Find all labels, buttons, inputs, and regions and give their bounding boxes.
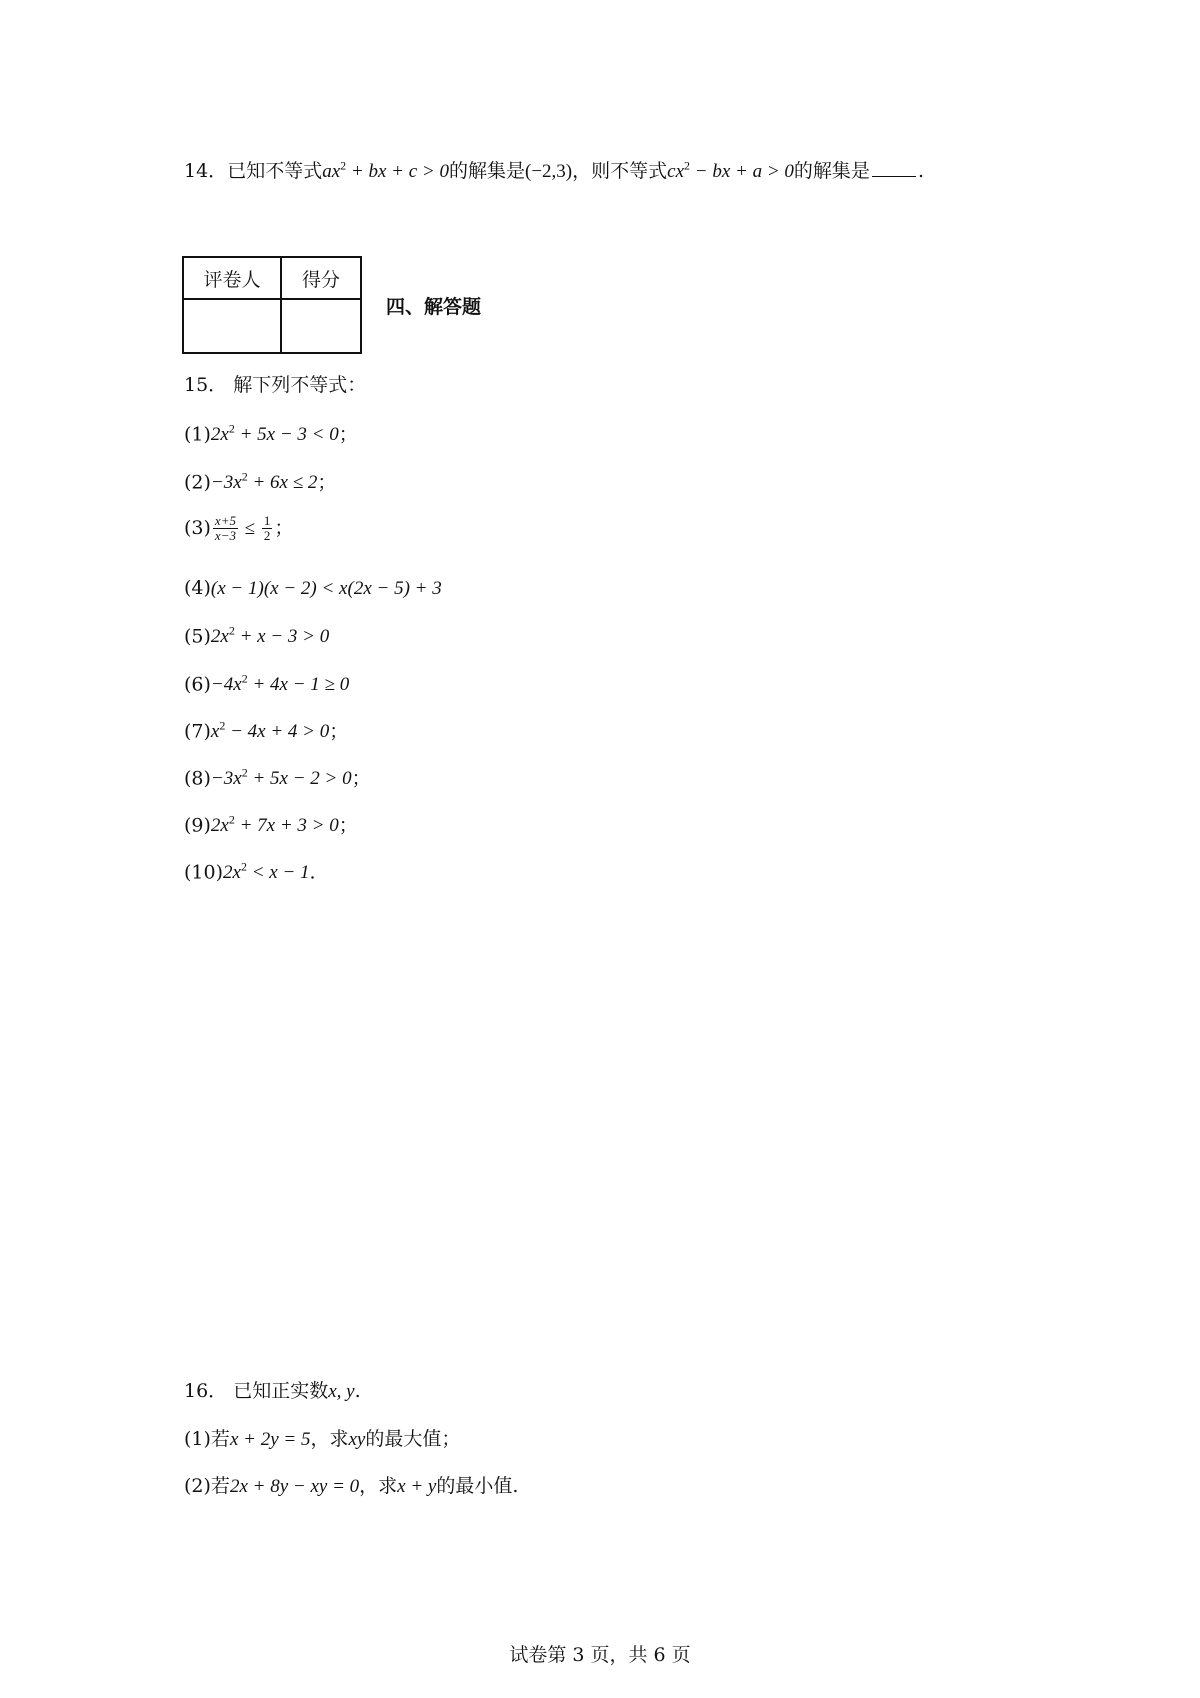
solution-interval: (−2,3): [525, 161, 573, 182]
expression: x + y: [397, 1476, 437, 1497]
item-tail: ；: [351, 767, 371, 790]
inequality-sign: ≤: [239, 517, 260, 539]
q15-item-7: [184, 719, 348, 744]
item-tail: ；: [329, 720, 349, 743]
item-label: (4): [184, 577, 211, 599]
inequality-expression: $-3x^2 + 5x - 2 > 0$: [210, 766, 352, 790]
question-text: ，求: [310, 1428, 349, 1450]
inequality-expression: $ax^2$ + bx + c > 0: [322, 158, 449, 182]
q15-item-5: [184, 624, 329, 649]
q15-item-4: [184, 577, 442, 601]
item-tail: ；: [317, 471, 337, 494]
q15-item-2: [184, 470, 336, 495]
inequality-expression: $-3x^2 + 6x \le 2$: [210, 470, 318, 494]
question-text: 已知不等式: [227, 160, 323, 182]
variables: x, y: [328, 1381, 355, 1402]
question-text: 16． 已知正实数: [184, 1380, 329, 1402]
question-text: 若: [210, 1475, 230, 1497]
question-text: ，则不等式: [572, 160, 668, 182]
question-text: 若: [210, 1428, 230, 1450]
q16-part-2: [184, 1475, 518, 1499]
expression: xy: [348, 1429, 366, 1450]
item-tail: ；: [274, 516, 294, 539]
q15-item-1: [184, 422, 358, 447]
equation: x + 2y = 5: [229, 1429, 311, 1450]
question-text: 的解集是: [793, 160, 870, 182]
fraction: $\frac{1}{2}$: [263, 513, 271, 544]
question-16-stem: [184, 1380, 361, 1404]
inequality-expression: $cx^2$ − bx + a > 0: [667, 158, 794, 182]
item-tail: ；: [338, 814, 358, 837]
question-end: .: [354, 1380, 361, 1402]
question-text: 的解集是: [448, 160, 525, 182]
q15-item-9: [184, 813, 358, 838]
grader-cell[interactable]: [183, 299, 281, 353]
question-text: ，求: [359, 1475, 398, 1497]
item-label: (6): [184, 673, 211, 696]
grading-table: [182, 256, 362, 354]
page-footer: 试卷第 3 页，共 6 页: [509, 1644, 691, 1666]
question-text: 的最小值.: [436, 1475, 519, 1497]
question-text: 的最大值；: [365, 1428, 461, 1450]
inequality-expression: $x^2 - 4x + 4 > 0$: [210, 719, 330, 743]
section-title: 四、解答题: [386, 296, 482, 318]
q15-item-6: [184, 672, 349, 697]
item-tail: ；: [338, 423, 358, 446]
question-end: .: [917, 160, 924, 182]
item-label: (7): [184, 720, 211, 743]
q15-item-10: [184, 860, 316, 885]
inequality-expression: $2x^2 + 5x - 3 < 0$: [210, 422, 339, 446]
question-15-stem: 15． 解下列不等式：: [184, 374, 367, 396]
item-tail: .: [309, 861, 316, 884]
item-label: (2): [184, 471, 211, 494]
answer-blank[interactable]: [872, 158, 916, 177]
q16-part-1: [184, 1428, 460, 1452]
inequality-expression: $2x^2 < x - 1$: [223, 860, 310, 884]
item-label: (8): [184, 767, 211, 790]
item-label: (5): [184, 625, 211, 648]
question-14: [184, 158, 924, 184]
item-label: (1): [184, 423, 211, 446]
item-label: (3): [184, 516, 211, 539]
inequality-expression: $2x^2 + x - 3 > 0$: [210, 624, 330, 648]
question-number: 14．: [184, 160, 228, 182]
inequality-expression: $-4x^2 + 4x - 1 \ge 0$: [210, 672, 350, 696]
score-header: 得分: [281, 257, 361, 299]
inequality-expression: $2x^2 + 7x + 3 > 0$: [210, 813, 339, 837]
score-cell[interactable]: [281, 299, 361, 353]
equation: 2x + 8y − xy = 0: [229, 1476, 360, 1497]
q15-item-8: [184, 766, 371, 791]
item-label: (1): [184, 1428, 211, 1450]
item-label: (10): [184, 861, 224, 884]
grader-header: 评卷人: [183, 257, 281, 299]
fraction: $\frac{x+5}{x-3}$: [214, 513, 236, 544]
inequality-expression: (x − 1)(x − 2) < x(2x − 5) + 3: [210, 578, 442, 599]
q15-item-3: [184, 514, 293, 544]
item-label: (2): [184, 1475, 211, 1497]
item-label: (9): [184, 814, 211, 837]
